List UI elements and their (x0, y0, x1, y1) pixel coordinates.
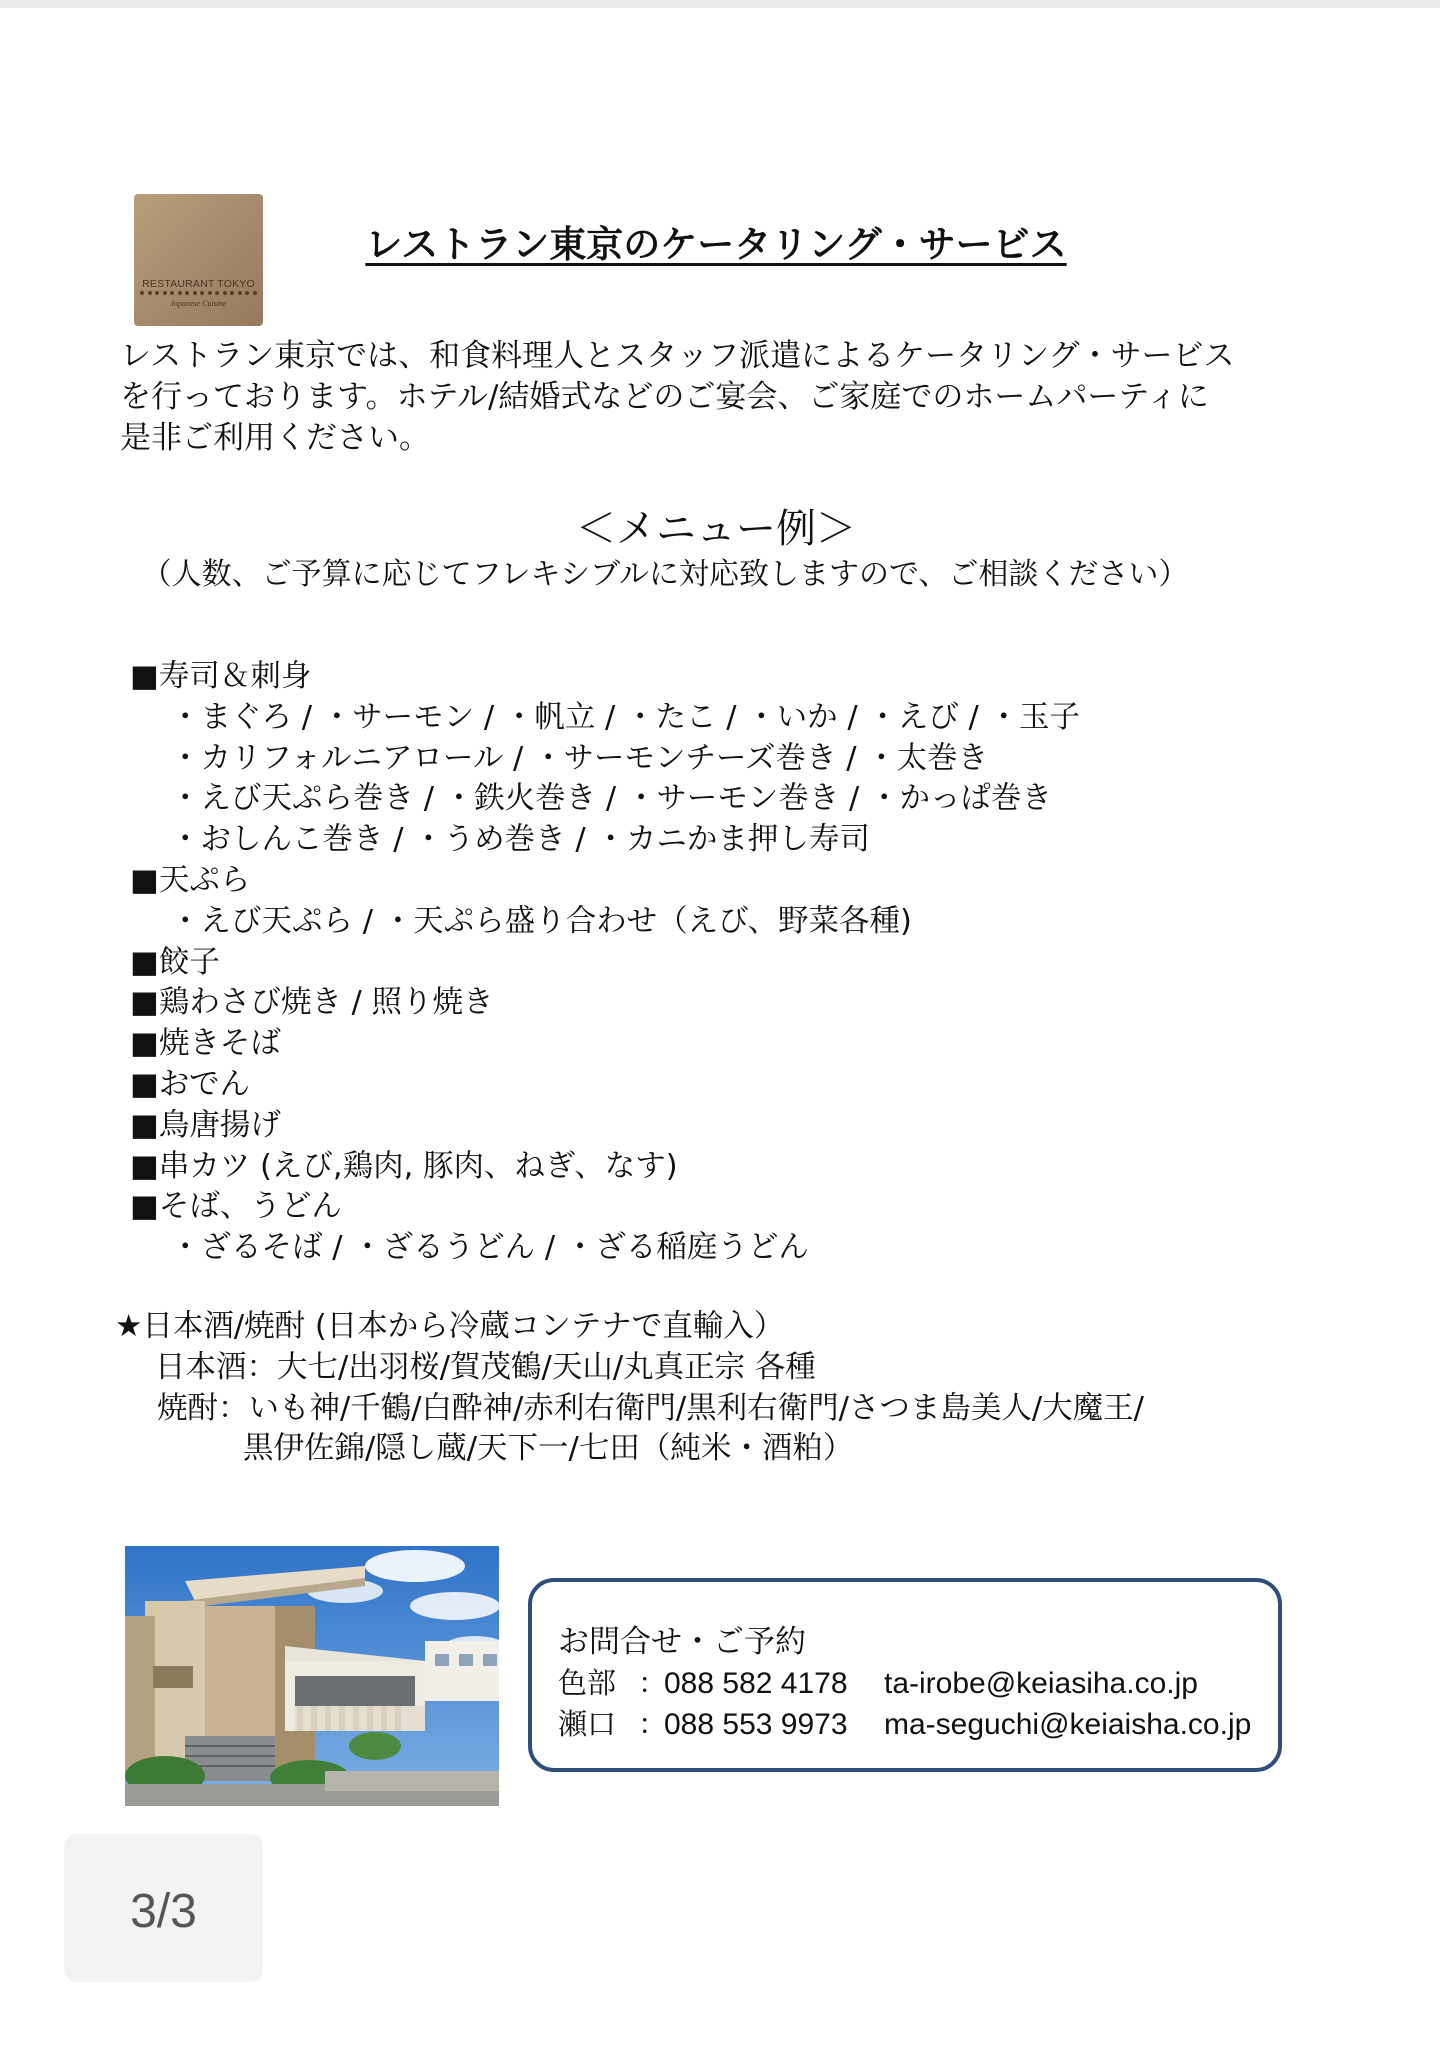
menu-note: （人数、ご予算に応じてフレキシブルに対応致しますので、ご相談ください） (141, 557, 1189, 592)
shochu-list: 焼酎：いも神/千鶴/白酔神/赤利右衛門/黒利右衛門/さつま島美人/大魔王/ (157, 1390, 1144, 1426)
contact-email[interactable]: ma-seguchi@keiaisha.co.jp (884, 1708, 1252, 1741)
page-indicator (64, 1834, 263, 1982)
menu-category: ■焼きそば (130, 1026, 281, 1062)
contact-title: お問合せ・ご予約 (558, 1624, 806, 1660)
page-indicator-label: 3/3 (130, 1885, 197, 1938)
menu-category: ■寿司＆刺身 (130, 659, 312, 694)
menu-category: ■おでん (130, 1066, 251, 1102)
menu-item-line: ・まぐろ / ・サーモン / ・帆立 / ・たこ / ・いか / ・えび / ・玉子 (170, 699, 1080, 735)
menu-category: ■餃子 (130, 944, 220, 980)
contact-phone: 088 553 9973 (664, 1708, 848, 1741)
menu-item-line: ・おしんこ巻き / ・うめ巻き / ・カニかま押し寿司 (170, 822, 870, 858)
menu-item-line: ・えび天ぷら巻き / ・鉄火巻き / ・サーモン巻き / ・かっぱ巻き (170, 781, 1052, 817)
intro-line: を行っております。ホテル/結婚式などのご宴会、ご家庭でのホームパーティに (120, 379, 1209, 415)
menu-category: ■串カツ (えび,鶏肉, 豚肉、ねぎ、なす) (130, 1148, 678, 1184)
restaurant-photo (125, 1546, 499, 1806)
menu-category: ■鳥唐揚げ (130, 1107, 281, 1143)
menu-item-line: ・えび天ぷら / ・天ぷら盛り合わせ（えび、野菜各種) (170, 903, 912, 939)
contact-box (528, 1578, 1282, 1772)
menu-category: ■天ぷら (130, 862, 251, 898)
contact-email[interactable]: ta-irobe@keiasiha.co.jp (884, 1667, 1198, 1700)
drinks-heading: ★日本酒/焼酎 (日本から冷蔵コンテナで直輸入） (115, 1309, 785, 1344)
menu-list (130, 657, 1330, 1269)
contact-colon: ： (638, 1707, 668, 1741)
contact-row-irobe (558, 1661, 1198, 1702)
menu-heading: ＜メニュー例＞ (576, 506, 856, 552)
contact-name: 瀬口 (558, 1707, 617, 1741)
top-bar (0, 0, 1440, 8)
contact-phone: 088 582 4178 (664, 1667, 848, 1700)
drinks-section (115, 1307, 1365, 1470)
menu-category: ■鶏わさび焼き / 照り焼き (130, 985, 494, 1021)
contact-row-seguchi (558, 1702, 1251, 1743)
intro-line: 是非ご利用ください。 (120, 420, 430, 456)
intro-line: レストラン東京では、和食料理人とスタッフ派遣によるケータリング・サービス (120, 338, 1235, 374)
contact-name: 色部 (558, 1666, 617, 1700)
intro-paragraph (120, 336, 1270, 459)
menu-category: ■そば、うどん (130, 1189, 342, 1225)
menu-item-line: ・カリフォルニアロール / ・サーモンチーズ巻き / ・太巻き (170, 740, 989, 776)
sake-list: 日本酒：大七/出羽桜/賀茂鶴/天山/丸真正宗 各種 (155, 1349, 816, 1385)
logo-dots (140, 291, 257, 295)
menu-item-line: ・ざるそば / ・ざるうどん / ・ざる稲庭うどん (170, 1230, 809, 1266)
contact-colon: ： (638, 1666, 668, 1700)
page-title: レストラン東京のケータリング・サービス (365, 223, 1067, 266)
logo-brand: RESTAURANT TOKYO (142, 278, 255, 290)
shochu-list-continued: 黒伊佐錦/隠し蔵/天下一/七田（純米・酒粕） (243, 1431, 854, 1467)
logo-tagline: Japanese Cuisine (170, 299, 227, 308)
